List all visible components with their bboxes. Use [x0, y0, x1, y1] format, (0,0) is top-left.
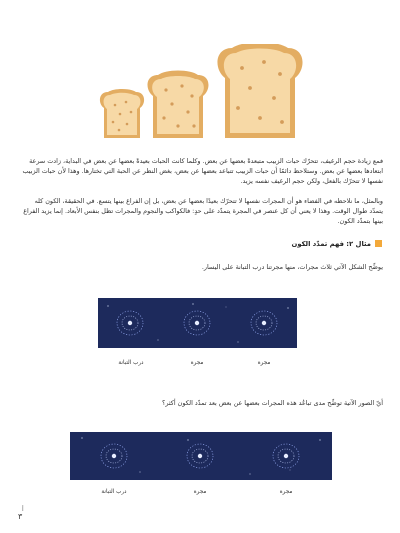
page-number: ٣ — [18, 512, 23, 521]
paragraph-galaxies: وبالمثل، ما نلاحظه في الفضاء هو أن المجرات نفسها لا تتحرّك بعيدًا بعضها عن بعض، بل إن الفراغ بينها يتسع. في الحقيقة، الكون كله يتمدّد طوال الوقت. وهذا لا يعني أن كل عنصر في المجرة يتمدّد على حدٍ: فالكواكب والنجوم والمجرات تظل بنفس الأبعاد. إنما يزيد الفراغ بينها بتمدّد الكون. — [23, 197, 383, 226]
heading-marker-icon — [375, 240, 382, 247]
example-intro: يوضِّح الشكل الآتي ثلاث مجرات، منها مجرتنا درب التبانة على اليسار. — [201, 263, 383, 271]
figure1-label-galaxy-right: مجرة — [257, 360, 271, 366]
bread-slices-illustration — [96, 44, 306, 140]
bread-slice-small — [100, 89, 144, 138]
galaxies-figure-option-a[interactable] — [70, 432, 332, 480]
figure2-label-milky-way: درب التبانة — [101, 489, 127, 495]
figure2-label-galaxy-middle: مجرة — [193, 489, 207, 495]
paragraph-raisin-bread: فمع زيادة حجم الرغيف، تتحرّك حبات الزبيب متبعدةً بعضها عن بعض. وكلما كانت الحبات بعيدةً بعضها عن بعض في البداية، زادت سرعة ابتعادها بعضها عن بعض. وستلاحظ دائمًا أن حبات الزبيب تتباعد بعضها عن بعض، بغض النظر عن الحبة التي تختارها. وهذا لأن حبات الزبيب نفسها لا تتحرّك بالفعل، ولكن حجم الرغيف نفسه يزيد. — [22, 157, 383, 186]
bread-slice-large — [217, 44, 302, 138]
galaxies-figure-1 — [98, 298, 297, 348]
bread-slice-medium — [148, 71, 209, 139]
option-label: أ — [22, 506, 24, 513]
figure1-label-milky-way: درب التبانة — [118, 360, 144, 366]
example-heading: مثال ٢: فهم تمدّد الكون — [292, 240, 382, 248]
question-text: أيّ الصور الآتية توضِّح مدى تباعُد هذه المجرات بعضها عن بعض بعد تمدّد الكون أكثر؟ — [161, 399, 383, 407]
figure2-label-galaxy-right: مجرة — [279, 489, 293, 495]
figure1-label-galaxy-middle: مجرة — [190, 360, 204, 366]
